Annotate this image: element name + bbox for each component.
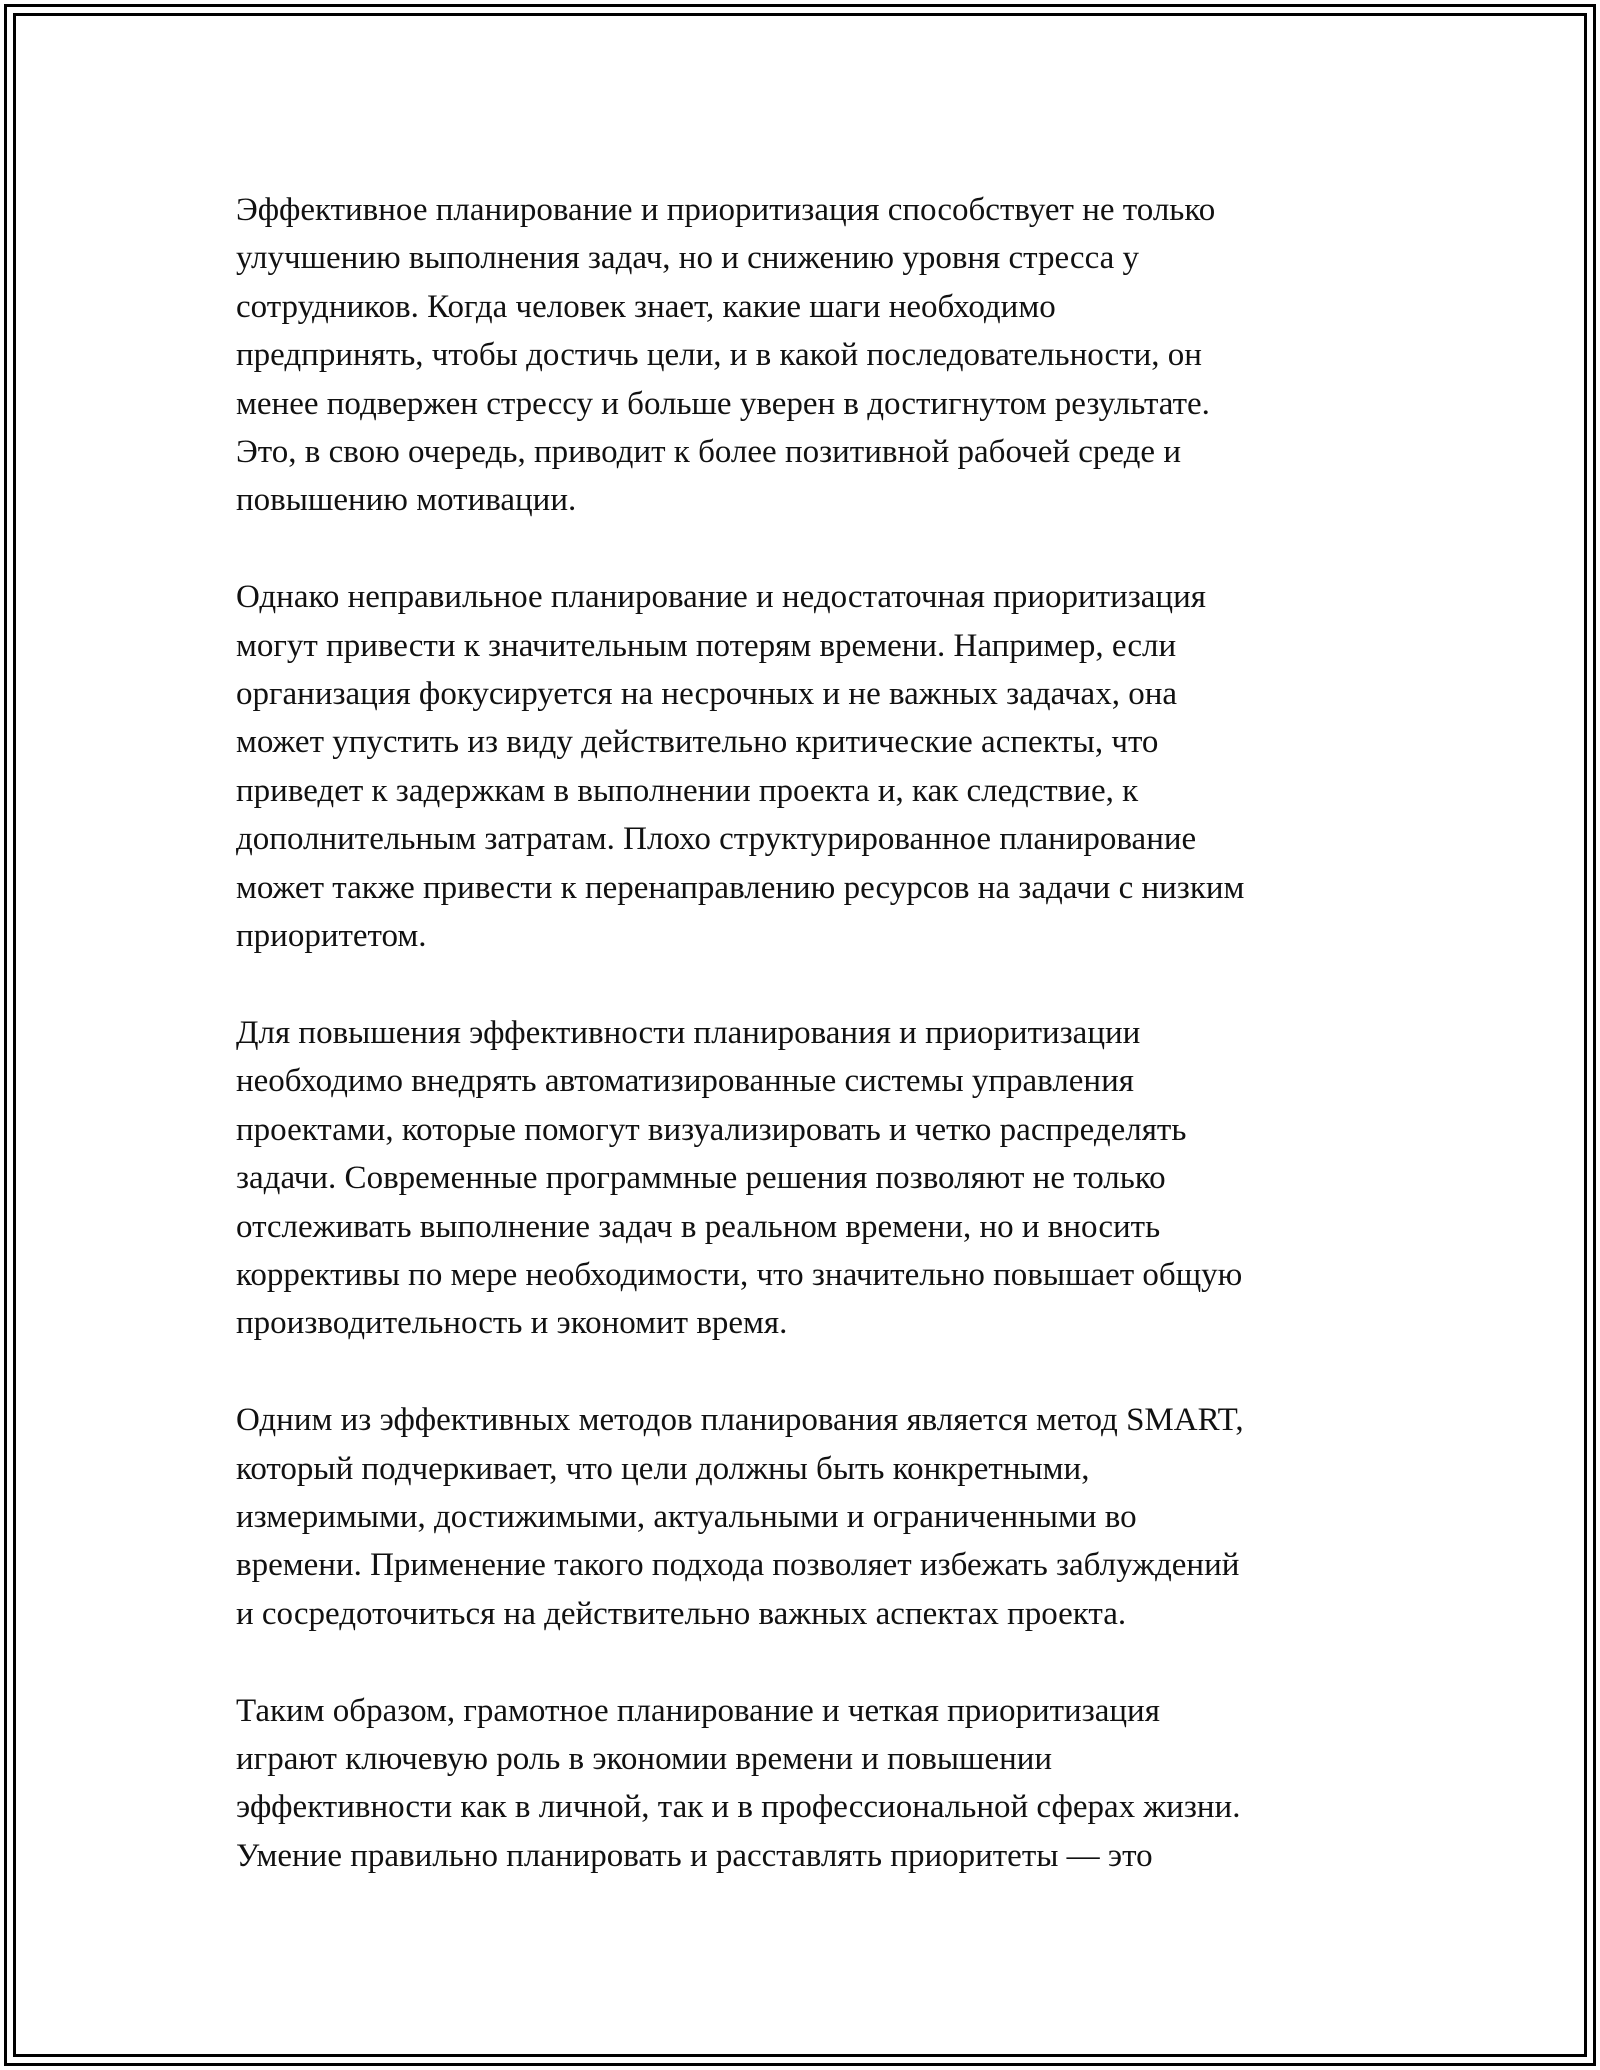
paragraph-line: может упустить из виду действительно критические аспекты, что (236, 724, 1159, 761)
paragraph-line: необходимо внедрять автоматизированные системы управления (236, 1063, 1134, 1100)
paragraph-1 (236, 186, 1376, 525)
paragraph-line: организация фокусируется на несрочных и не важных задачах, она (236, 676, 1178, 713)
paragraph-line: менее подвержен стрессу и больше уверен в достигнутом результате. (236, 385, 1210, 422)
paragraph-line: Таким образом, грамотное планирование и четкая приоритизация (236, 1692, 1160, 1729)
paragraph-line: эффективности как в личной, так и в профессиональной сферах жизни. (236, 1789, 1241, 1826)
paragraph-line: коррективы по мере необходимости, что значительно повышает общую (236, 1256, 1243, 1293)
paragraph-line: может также привести к перенаправлению ресурсов на задачи с низким (236, 869, 1245, 906)
paragraph-line: времени. Применение такого подхода позволяет избежать заблуждений (236, 1547, 1240, 1584)
paragraph-line: проектами, которые помогут визуализировать и четко распределять (236, 1111, 1187, 1148)
paragraph-line: который подчеркивает, что цели должны быть конкретными, (236, 1450, 1090, 1487)
paragraph-line: сотрудников. Когда человек знает, какие шаги необходимо (236, 288, 1056, 325)
paragraph-line: производительность и экономит время. (236, 1305, 788, 1342)
paragraph-line: Умение правильно планировать и расставлять приоритеты — это (236, 1837, 1153, 1874)
paragraph-line: предпринять, чтобы достичь цели, и в какой последовательности, он (236, 337, 1202, 374)
document-body (236, 186, 1376, 1929)
paragraph-line: Это, в свою очередь, приводит к более позитивной рабочей среде и (236, 434, 1181, 471)
paragraph-line: задачи. Современные программные решения позволяют не только (236, 1160, 1166, 1197)
paragraph-line: повышению мотивации. (236, 482, 577, 519)
paragraph-line: Для повышения эффективности планирования и приоритизации (236, 1014, 1141, 1051)
paragraph-5 (236, 1687, 1376, 1881)
paragraph-2 (236, 573, 1376, 960)
paragraph-line: играют ключевую роль в экономии времени и повышении (236, 1740, 1053, 1777)
paragraph-line: приоритетом. (236, 918, 427, 955)
paragraph-line: измеримыми, достижимыми, актуальными и ограниченными во (236, 1498, 1137, 1535)
paragraph-line: Однако неправильное планирование и недостаточная приоритизация (236, 579, 1206, 616)
paragraph-line: и сосредоточиться на действительно важных аспектах проекта. (236, 1595, 1127, 1632)
paragraph-3 (236, 1009, 1376, 1348)
paragraph-line: Эффективное планирование и приоритизация способствует не только (236, 192, 1216, 228)
paragraph-line: дополнительным затратам. Плохо структурированное планирование (236, 821, 1197, 858)
paragraph-4 (236, 1396, 1376, 1638)
paragraph-line: Одним из эффективных методов планирования является метод SMART, (236, 1402, 1244, 1439)
paragraph-line: отслеживать выполнение задач в реальном времени, но и вносить (236, 1208, 1161, 1245)
paragraph-line: приведет к задержкам в выполнении проекта и, как следствие, к (236, 772, 1139, 809)
paragraph-line: улучшению выполнения задач, но и снижению уровня стресса у (236, 240, 1140, 277)
paragraph-line: могут привести к значительным потерям времени. Например, если (236, 627, 1177, 664)
